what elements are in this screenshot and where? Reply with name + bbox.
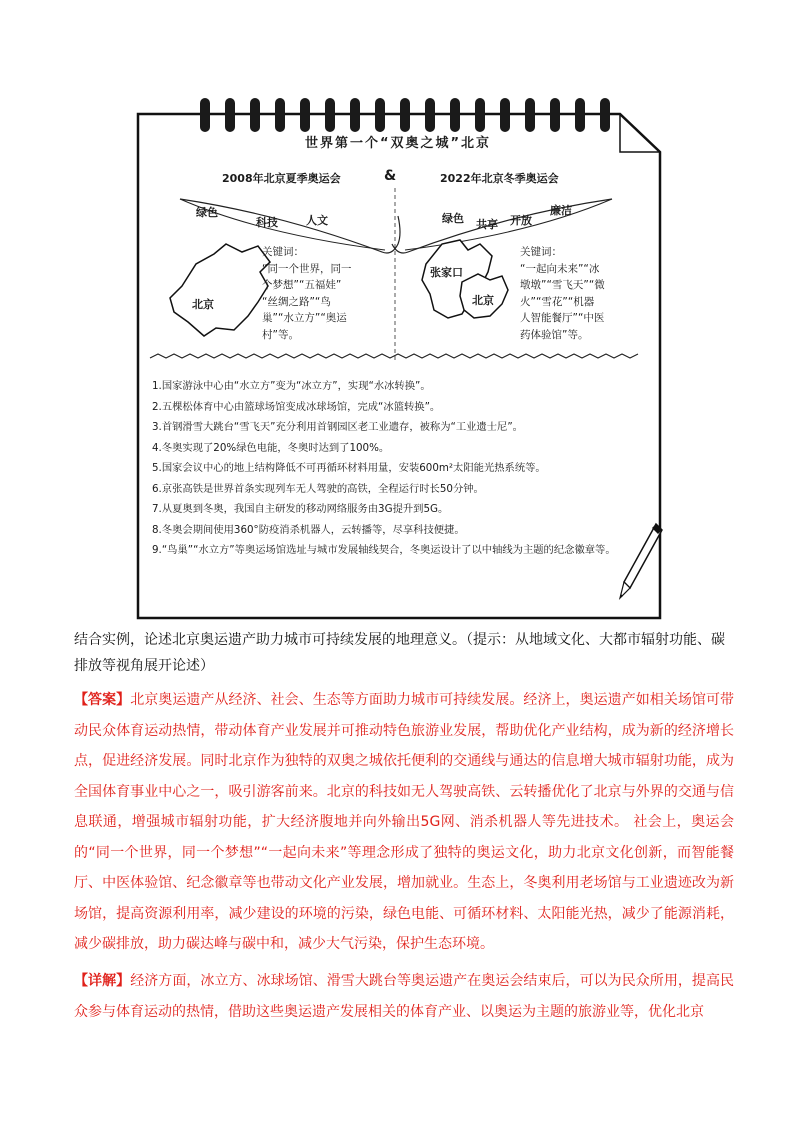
detail-tag: 【详解】: [74, 973, 131, 989]
pencil-icon: [618, 522, 664, 602]
right-keywords-block: 关键词： “一起向未来”“冰 墩墩”“雪飞天”“微 火”“雪花”“机器 人智能餐厅”“中医 药体验馆”等。: [520, 246, 605, 341]
left-keyword-green: 绿色: [196, 206, 218, 219]
right-keyword-open: 开放: [510, 214, 532, 227]
left-map-label: 北京: [192, 298, 214, 311]
list-item: 6.京张高铁是世界首条实现列车无人驾驶的高铁，全程运行时长50分钟。: [152, 482, 484, 495]
right-keyword-share: 共享: [476, 218, 498, 231]
list-item: 5.国家会议中心的地上结构降低不可再循环材料用量，安装600m²太阳能光热系统等。: [152, 462, 546, 474]
answer-section: [74, 685, 734, 960]
ampersand: &: [384, 168, 397, 184]
right-games-label: 2022年北京冬季奥运会: [440, 172, 559, 185]
list-item: 8.冬奥会期间使用360°防疫消杀机器人，云转播等，尽享科技便捷。: [152, 523, 465, 536]
left-games-label: 2008年北京夏季奥运会: [222, 172, 341, 185]
list-item: 9.“鸟巢”“水立方”等奥运场馆选址与城市发展轴线契合，冬奥运设计了以中轴线为主题的纪念徽章等。: [152, 544, 616, 556]
right-keyword-green: 绿色: [442, 212, 464, 225]
detail-section: [74, 966, 734, 1027]
notebook-title: 世界第一个“双奥之城”北京: [304, 136, 492, 151]
list-item: 7.从夏奥到冬奥，我国自主研发的移动网络服务由3G提升到5G。: [152, 503, 449, 515]
right-map-beijing-label: 北京: [472, 294, 494, 307]
left-keywords-block: 关键词： “同一个世界，同一 个梦想”“五福娃” “丝绸之路”“鸟 巢”“水立方”“奥运 村”等。: [262, 246, 352, 341]
left-keyword-tech: 科技: [256, 216, 278, 229]
answer-tag: 【答案】: [74, 692, 131, 708]
detail-text: 经济方面，冰立方、冰球场馆、滑雪大跳台等奥运遗产在奥运会结束后，可以为民众所用，提高民众参与体育运动的热情，借助这些奥运遗产发展相关的体育产业、以奥运为主题的旅游业等，优化北京: [74, 973, 735, 1020]
notebook-illustration: [130, 104, 666, 620]
legacy-list: [152, 376, 652, 561]
right-keyword-clean: 廉洁: [550, 204, 572, 217]
list-item: 2.五棵松体育中心由篮球场馆变成冰球场馆，完成“冰篮转换”。: [152, 400, 441, 413]
list-item: 4.冬奥实现了20%绿色电能，冬奥时达到了100%。: [152, 441, 390, 454]
list-item: 3.首钢滑雪大跳台“雪飞天”充分利用首钢园区老工业遗存，被称为“工业遗士尼”。: [152, 421, 523, 433]
left-keyword-humanity: 人文: [306, 214, 328, 227]
question-text: 结合实例，论述北京奥运遗产助力城市可持续发展的地理意义。（提示：从地域文化、大都市辐射功能、碳排放等视角展开论述）: [74, 632, 725, 674]
list-item: 1.国家游泳中心由“水立方”变为“冰立方”，实现“水冰转换”。: [152, 380, 431, 392]
answer-text: 北京奥运遗产从经济、社会、生态等方面助力城市可持续发展。经济上，奥运遗产如相关场馆可带动民众体育运动热情，带动体育产业发展并可推动特色旅游业发展，帮助优化产业结构，成为新的经济增长点，促进经济发展。同时北京作为独特的双奥之城依托便利的交通线与通达的信息增大城市辐射功能，成为全国体育事业中心之一，吸引游客前来。北京的科技如无人驾驶高铁、云转播优化了北京与外界的交通与信息联通，增强城市辐射功能，扩大经济腹地并向外输出5G网、消杀机器人等先进技术。 社会上，奥运会的“同一个世界，同一个梦想”“一起向未来”等理念形成了独特的奥运文化，助力北京文化创新，而智能餐厅、中医体验馆、纪念徽章等也带动文化产业发展，增加就业。生态上，冬奥利用老场馆与工业遗迹改为新场馆，提高资源利用率，减少建设的环境的污染，绿色电能、可循环材料、太阳能光热，减少了能源消耗，减少碳排放，助力碳达峰与碳中和，减少大气污染，保护生态环境。: [74, 692, 735, 952]
zhangjiakou-label: 张家口: [430, 266, 463, 279]
